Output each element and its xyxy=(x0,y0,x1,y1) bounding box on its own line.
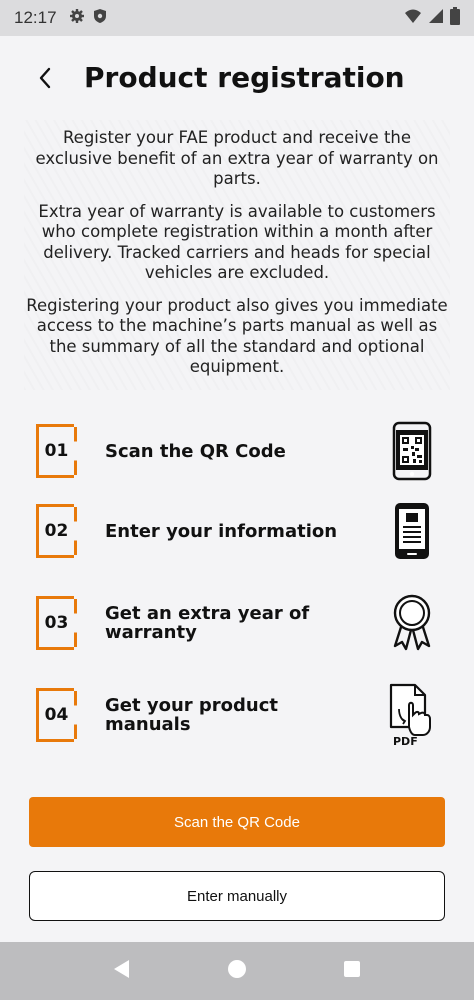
status-bar xyxy=(0,0,474,36)
step-label: Enter your information xyxy=(105,520,338,542)
pdf-label: PDF xyxy=(393,735,418,747)
step-number: 01 xyxy=(44,441,69,461)
step-number-badge xyxy=(36,424,74,478)
step-item xyxy=(36,592,436,654)
page-title: Product registration xyxy=(84,61,405,94)
battery-icon xyxy=(450,7,460,29)
signal-icon xyxy=(428,8,444,28)
navigation-bar xyxy=(0,942,474,1000)
step-number: 02 xyxy=(44,521,69,541)
step-item xyxy=(36,500,436,562)
triangle-back-icon xyxy=(113,959,131,983)
step-number-badge xyxy=(36,504,74,558)
nav-back-button[interactable] xyxy=(102,951,142,991)
back-button[interactable] xyxy=(30,64,60,96)
intro-paragraph-2: Extra year of warranty is available to customers who complete registration within a month after delivery. Tracked carriers and heads for special vehicles are excluded. xyxy=(38,201,436,282)
wifi-icon xyxy=(404,8,422,28)
scan-qr-button[interactable]: Scan the QR Code xyxy=(29,797,445,847)
chevron-left-icon xyxy=(38,67,52,93)
status-time: 12:17 xyxy=(14,8,57,27)
shield-icon xyxy=(93,8,107,28)
step-label: Scan the QR Code xyxy=(105,440,286,462)
header xyxy=(0,58,474,102)
step-number-badge xyxy=(36,596,74,650)
intro-paragraph-3: Registering your product also gives you immediate access to the machine’s parts manual as well as the summary of all the standard and optional equipment. xyxy=(26,295,448,376)
step-label: Get your product manuals xyxy=(105,695,279,735)
intro-section xyxy=(24,120,450,390)
pdf-document-icon xyxy=(384,684,440,746)
step-item xyxy=(36,420,436,482)
enter-manually-button[interactable]: Enter manually xyxy=(29,871,445,921)
step-number: 04 xyxy=(44,705,69,725)
phone-form-icon xyxy=(384,500,440,562)
nav-recents-button[interactable] xyxy=(332,951,372,991)
circle-home-icon xyxy=(227,959,247,983)
phone-qr-icon xyxy=(384,420,440,482)
gear-icon xyxy=(69,8,85,28)
step-number-badge xyxy=(36,688,74,742)
award-ribbon-icon xyxy=(384,592,440,654)
step-item xyxy=(36,684,436,746)
step-label: Get an extra year of warranty xyxy=(105,603,310,643)
nav-home-button[interactable] xyxy=(217,951,257,991)
square-recents-icon xyxy=(343,960,361,982)
intro-paragraph-1: Register your FAE product and receive the exclusive benefit of an extra year of warranty on parts. xyxy=(35,128,439,188)
step-number: 03 xyxy=(44,613,69,633)
